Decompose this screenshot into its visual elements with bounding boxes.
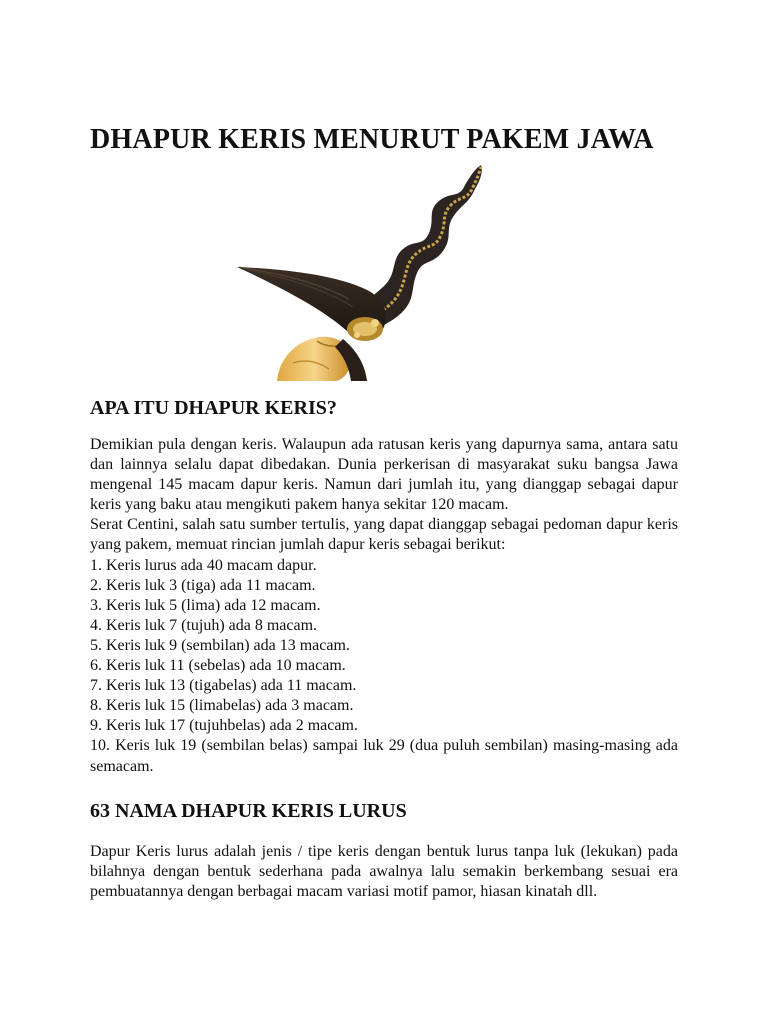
list-item: 9. Keris luk 17 (tujuhbelas) ada 2 macam. (90, 717, 358, 735)
list-item: 3. Keris luk 5 (lima) ada 12 macam. (90, 596, 321, 614)
list-item: 5. Keris luk 9 (sembilan) ada 13 macam. (90, 636, 350, 654)
paragraph: Dapur Keris lurus adalah jenis / tipe keris dengan bentuk lurus tanpa luk (lekukan) pada bilahnya dengan bentuk sederhana pada awalnya lalu semakin berkembang sesuai era pembuatannya dengan berbagai macam variasi motif pamor, hiasan kinatah dll. (90, 843, 678, 901)
list-item: 7. Keris luk 13 (tigabelas) ada 11 macam. (90, 677, 357, 695)
keris-dagger-icon (225, 163, 507, 381)
section-body (90, 842, 678, 902)
list-item: 10. Keris luk 19 (sembilan belas) sampai luk 29 (dua puluh sembilan) masing-masing ada semacam. (90, 737, 678, 775)
list-item: 6. Keris luk 11 (sebelas) ada 10 macam. (90, 657, 346, 675)
section-heading: 63 NAMA DHAPUR KERIS LURUS (90, 800, 407, 822)
paragraph: Serat Centini, salah satu sumber tertulis, yang dapat dianggap sebagai pedoman dapur keris yang pakem, memuat rincian jumlah dapur keris sebagai berikut: (90, 516, 678, 554)
paragraph: Demikian pula dengan keris. Walaupun ada ratusan keris yang dapurnya sama, antara satu dan lainnya selalu dapat dibedakan. Dunia perkerisan di masyarakat suku bangsa Jawa mengenal 145 macam dapur keris. Namun dari jumlah itu, yang dianggap sebagai dapur keris yang baku atau mengikuti pakem hanya sekitar 120 macam. (90, 436, 678, 514)
list-item: 4. Keris luk 7 (tujuh) ada 8 macam. (90, 616, 318, 634)
list-item: 1. Keris lurus ada 40 macam dapur. (90, 556, 317, 574)
section-heading: APA ITU DHAPUR KERIS? (90, 397, 337, 419)
list-item: 8. Keris luk 15 (limabelas) ada 3 macam. (90, 697, 354, 715)
keris-image (225, 163, 507, 381)
list-item: 2. Keris luk 3 (tiga) ada 11 macam. (90, 576, 316, 594)
section-body (90, 435, 678, 777)
page-title: DHAPUR KERIS MENURUT PAKEM JAWA (90, 124, 654, 155)
